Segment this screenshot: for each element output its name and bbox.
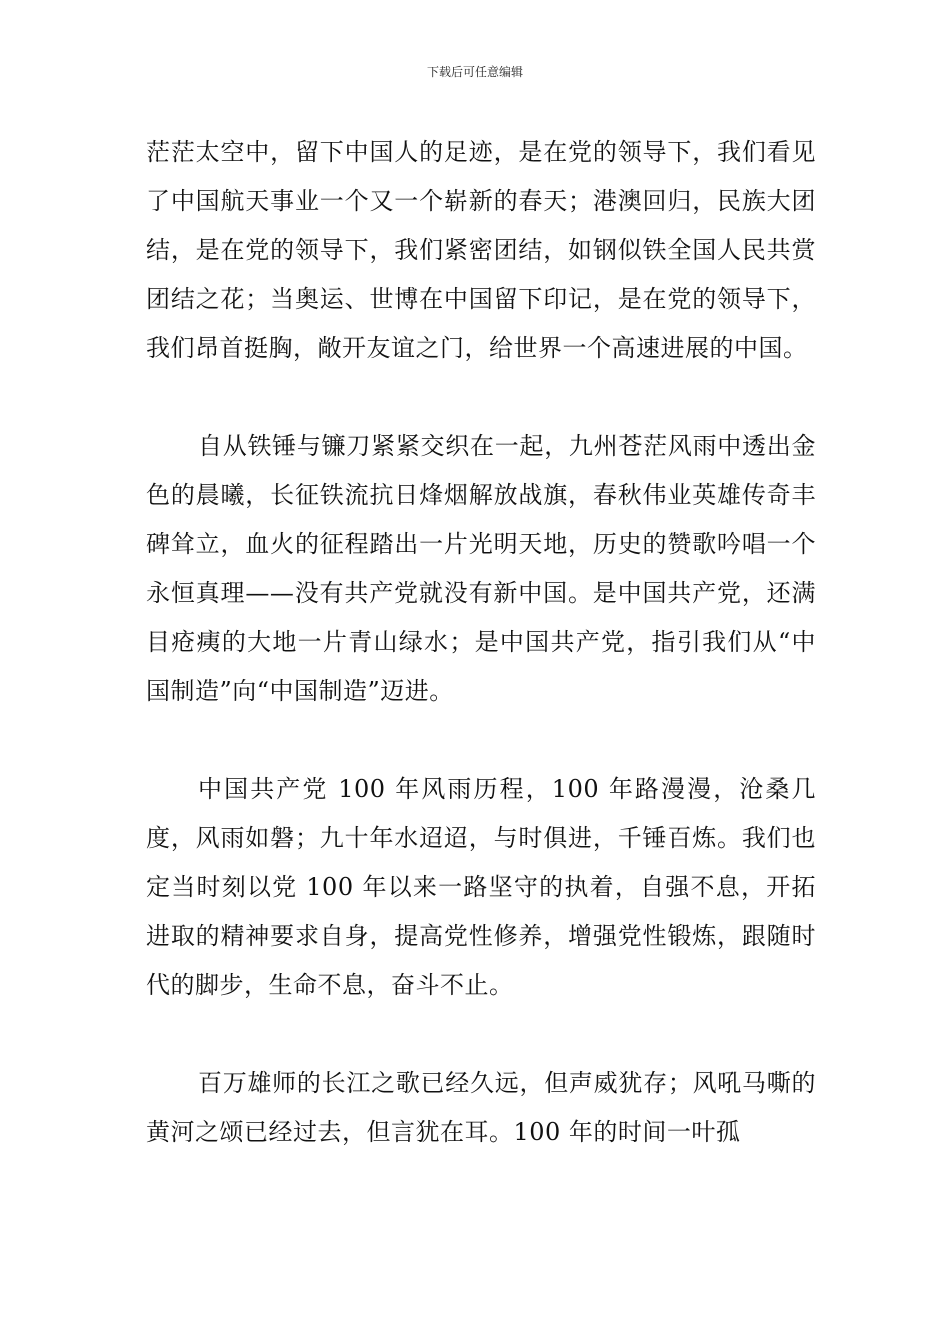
paragraph-2: 自从铁锤与镰刀紧紧交织在一起，九州苍茫风雨中透出金色的晨曦，长征铁流抗日烽烟解放战旗，春秋伟业英雄传奇丰碑耸立，血火的征程踏出一片光明天地，历史的赞歌吟唱一个永恒真理——没有共产党就没有新中国。是中国共产党，还满目疮痍的大地一片青山绿水；是中国共产党，指引我们从“中国制造”向“中国制造”迈进。	[146, 432, 816, 705]
paragraph-3: 中国共产党 100 年风雨历程，100 年路漫漫，沧桑几度，风雨如磐；九十年水迢迢，与时俱进，千锤百炼。我们也定当时刻以党 100 年以来一路坚守的执着，自强不息，开拓进取的精神要求自身，提高党性修养，增强党性锻炼，跟随时代的脚步，生命不息，奋斗不止。	[146, 775, 816, 999]
document-body	[146, 128, 816, 1157]
paragraph-1: 茫茫太空中，留下中国人的足迹，是在党的领导下，我们看见了中国航天事业一个又一个崭新的春天；港澳回归，民族大团结，是在党的领导下，我们紧密团结，如钢似铁全国人民共赏团结之花；当奥运、世博在中国留下印记，是在党的领导下，我们昂首挺胸，敞开友谊之门，给世界一个高速进展的中国。	[146, 138, 816, 362]
page-header: 下载后可任意编辑	[426, 65, 523, 79]
paragraph-4: 百万雄师的长江之歌已经久远，但声威犹存；风吼马嘶的黄河之颂已经过去，但言犹在耳。100 年的时间一叶孤	[146, 1069, 816, 1146]
